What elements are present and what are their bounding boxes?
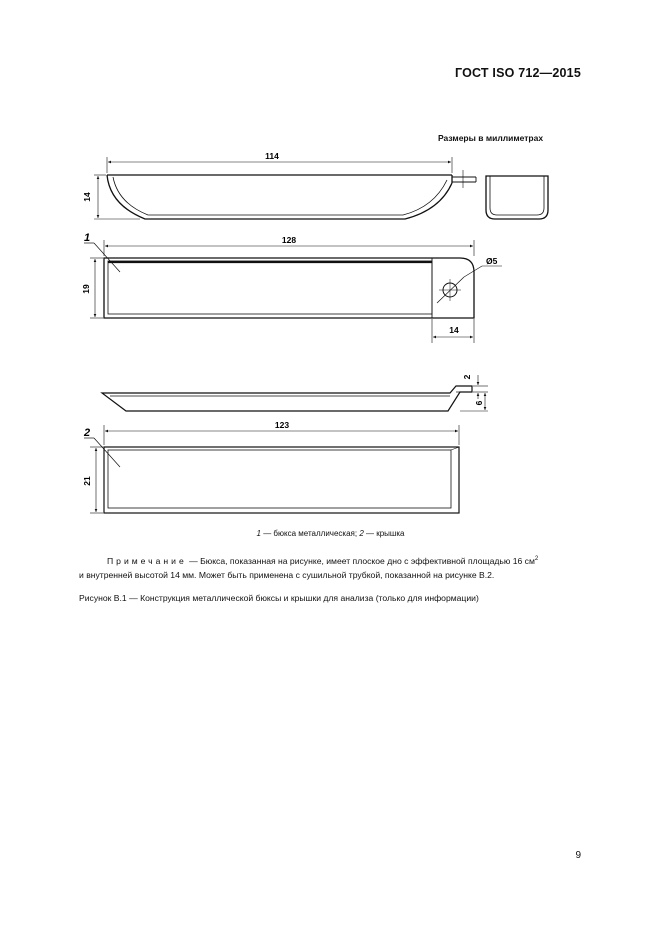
note-label: Примечание	[107, 555, 187, 566]
dim-cup-height	[94, 175, 140, 219]
callout-1: 1	[84, 232, 91, 244]
dim-label-14-height: 14	[82, 192, 92, 202]
legend-text-2: — крышка	[363, 529, 405, 538]
dim-label-128: 128	[281, 235, 297, 245]
dim-cup-length	[107, 157, 452, 173]
page-number: 9	[575, 850, 581, 861]
note-sup: 2	[534, 556, 539, 562]
legend-num-2: 2	[359, 529, 364, 538]
units-note: Размеры в миллиметрах	[438, 133, 544, 143]
legend-text-1: — бюкса металлическая;	[260, 529, 360, 538]
figure-legend	[0, 529, 661, 538]
cup-plan-view	[104, 258, 474, 318]
dim-label-14-tab: 14	[449, 325, 459, 335]
dim-label-123: 123	[274, 420, 290, 430]
cup-side-view	[107, 170, 476, 219]
dim-label-21: 21	[82, 476, 92, 486]
legend-num-1: 1	[256, 529, 261, 538]
dim-cup-top-width	[90, 258, 103, 318]
note-text-a: — Бюкса, показанная на рисунке, имеет плоское дно с эффективной площадью 16 см	[186, 555, 535, 566]
figure-caption: Рисунок В.1 — Конструкция металлической бюксы и крышки для анализа (только для информации)	[79, 593, 479, 603]
lid-side-view	[102, 386, 472, 411]
dim-label-114: 114	[265, 151, 279, 161]
callout-2: 2	[84, 427, 91, 439]
lid-plan-view	[104, 447, 459, 513]
note-text-b: и внутренней высотой 14 мм. Может быть применена с сушильной трубкой, показанной на рисунке В.2.	[79, 569, 495, 580]
document-code: ГОСТ ISO 712—2015	[454, 66, 581, 80]
cup-end-view	[486, 176, 548, 219]
dim-label-2: 2	[462, 374, 472, 380]
dim-label-19: 19	[81, 284, 91, 294]
dim-label-hole-diameter: Ø5	[486, 256, 498, 266]
note-paragraph	[79, 552, 589, 582]
dim-label-6: 6	[474, 400, 484, 406]
